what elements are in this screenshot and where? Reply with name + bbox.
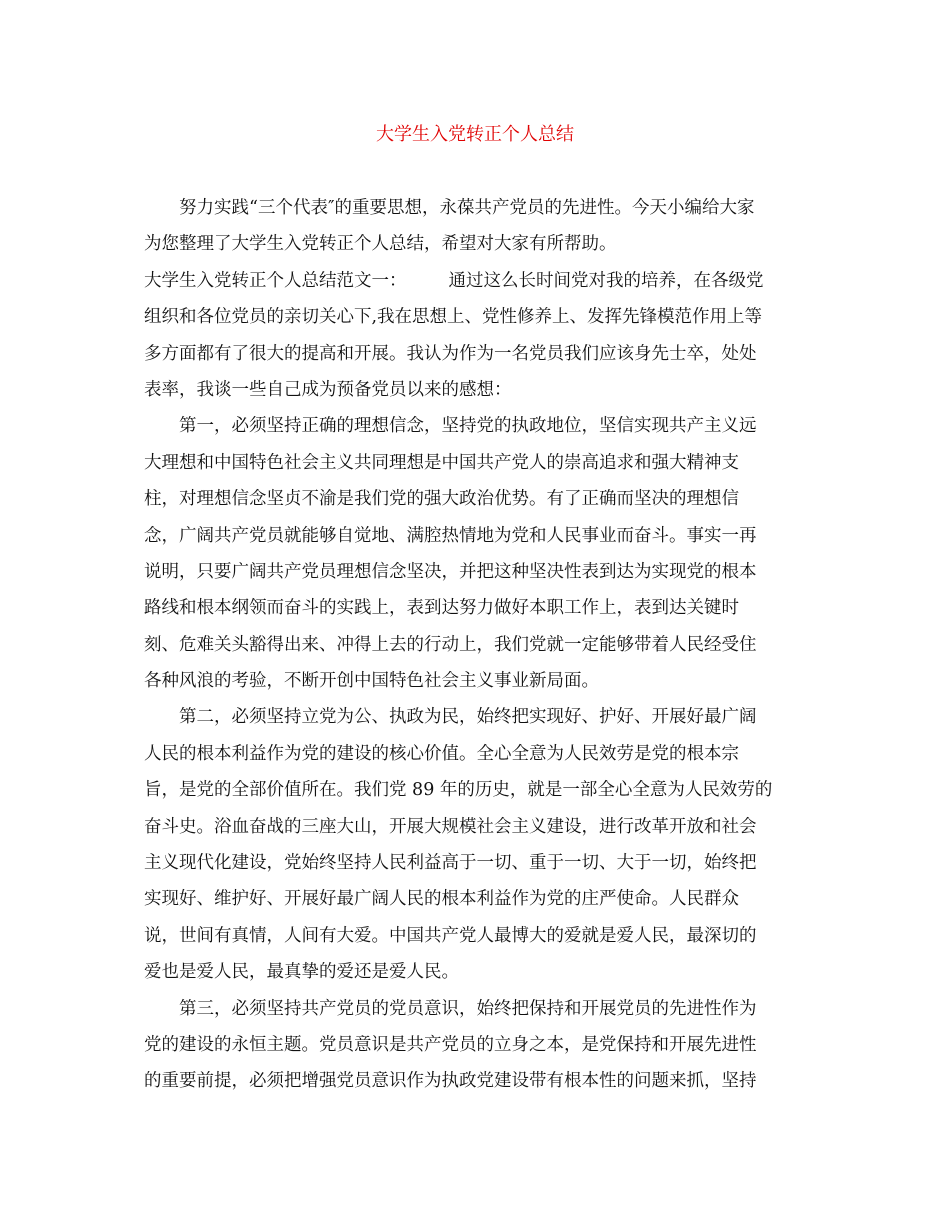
point2-line: 奋斗史。浴血奋战的三座大山，开展大规模社会主义建设，进行改革开放和社会 xyxy=(144,816,757,837)
sample-heading-line xyxy=(144,263,808,299)
point2-line: 人民的根本利益作为党的建设的核心价值。全心全意为人民效劳是党的根本宗 xyxy=(144,743,739,764)
sample-line: 表率，我谈一些自己成为预备党员以来的感想： xyxy=(144,379,512,400)
point1-line: 刻、危难关头豁得出来、冲得上去的行动上，我们党就一定能够带着人民经受住 xyxy=(144,634,757,655)
point1-line: 柱，对理想信念坚贞不渝是我们党的强大政治优势。有了正确而坚决的理想信 xyxy=(144,489,739,510)
point2-line: 说，世间有真情，人间有大爱。中国共产党人最博大的爱就是爱人民，最深切的 xyxy=(144,925,757,946)
sample-line: 组织和各位党员的亲切关心下,我在思想上、党性修养上、发挥先锋模范作用上等 xyxy=(144,307,763,328)
sample-label: 大学生入党转正个人总结范文一： xyxy=(144,270,407,291)
point3-line: 第三，必须坚持共产党员的党员意识，始终把保持和开展党员的先进性作为 xyxy=(179,998,757,1019)
point2-line: 爱也是爱人民，最真挚的爱还是爱人民。 xyxy=(144,962,459,983)
point3-line: 的重要前提，必须把增强党员意识作为执政党建设带有根本性的问题来抓，坚持 xyxy=(144,1071,757,1092)
document-body xyxy=(144,190,808,1100)
point1-line: 各种风浪的考验，不断开创中国特色社会主义事业新局面。 xyxy=(144,671,599,692)
sample-line: 多方面都有了很大的提高和开展。我认为作为一名党员我们应该身先士卒，处处 xyxy=(144,343,757,364)
intro-line: 为您整理了大学生入党转正个人总结，希望对大家有所帮助。 xyxy=(144,234,617,255)
point2-line: 第二，必须坚持立党为公、执政为民，始终把实现好、护好、开展好最广阔 xyxy=(179,707,757,728)
point2-line: 旨，是党的全部价值所在。我们党 89 年的历史，就是一部全心全意为人民效劳的 xyxy=(144,780,773,801)
intro-line: 努力实践“三个代表″的重要思想，永葆共产党员的先进性。今天小编给大家 xyxy=(179,198,755,218)
point1-line: 第一，必须坚持正确的理想信念，坚持党的执政地位，坚信实现共产主义远 xyxy=(179,416,757,437)
point2-line: 主义现代化建设，党始终坚持人民利益高于一切、重于一切、大于一切，始终把 xyxy=(144,853,757,874)
point1-line: 路线和根本纲领而奋斗的实践上，表到达努力做好本职工作上，表到达关键时 xyxy=(144,598,739,619)
point2-line: 实现好、维护好、开展好最广阔人民的根本利益作为党的庄严使命。人民群众 xyxy=(144,889,739,910)
point1-line: 念，广阔共产党员就能够自觉地、满腔热情地为党和人民事业而奋斗。事实一再 xyxy=(144,525,757,546)
point1-line: 大理想和中国特色社会主义共同理想是中国共产党人的崇高追求和强大精神支 xyxy=(144,452,739,473)
sample-text: 通过这么长时间党对我的培养，在各级党 xyxy=(448,270,764,291)
point1-line: 说明，只要广阔共产党员理想信念坚决，并把这种坚决性表到达为实现党的根本 xyxy=(144,561,757,582)
document-title: 大学生入党转正个人总结 xyxy=(376,124,574,145)
point3-line: 党的建设的永恒主题。党员意识是共产党员的立身之本，是党保持和开展先进性 xyxy=(144,1034,757,1055)
